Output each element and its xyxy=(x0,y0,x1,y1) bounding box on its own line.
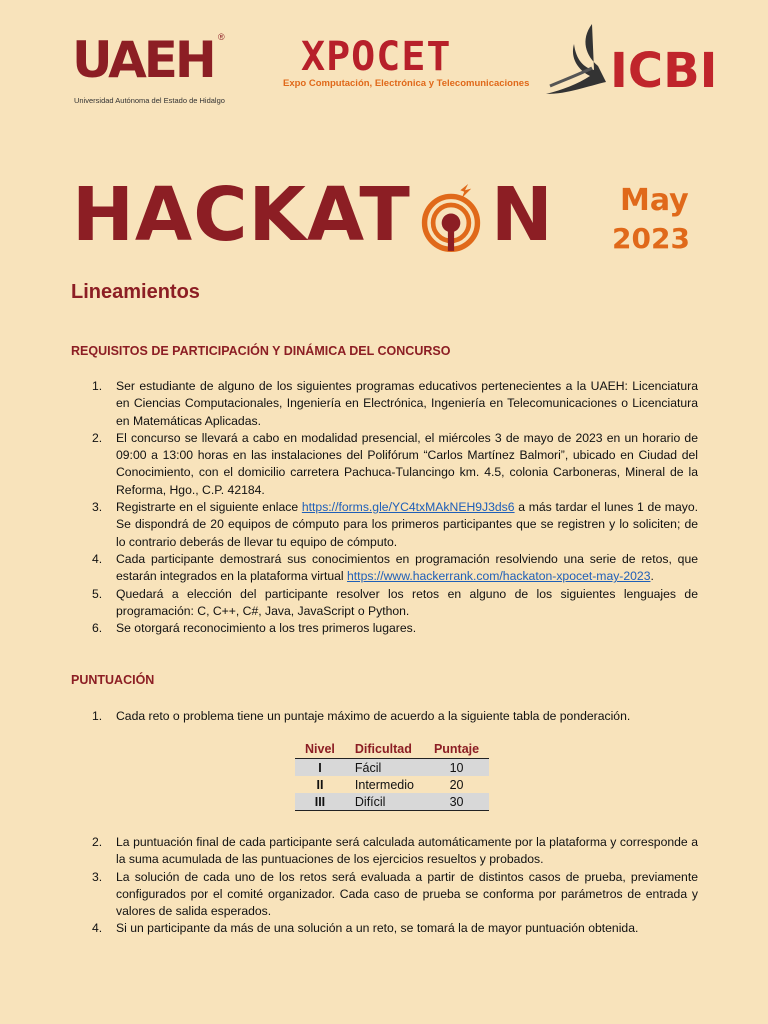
list-item: 5. Quedará a elección del participante resolver los retos en alguno de los siguientes lenguajes de programación: C, C++, C#, Java, JavaScript o Python. xyxy=(92,586,698,618)
uaeh-logo-word: UAEH xyxy=(72,31,214,89)
antenna-signal-icon xyxy=(411,184,491,254)
uaeh-logo-subtitle: Universidad Autónoma del Estado de Hidalgo xyxy=(74,96,225,105)
xpocet-logo xyxy=(283,34,530,94)
icbi-logo xyxy=(540,20,732,104)
registered-mark: ® xyxy=(218,32,225,42)
table-cell: I xyxy=(295,759,345,777)
page-heading: Lineamientos xyxy=(71,281,200,303)
table-header: Nivel xyxy=(295,741,345,759)
table-cell: Difícil xyxy=(345,793,424,811)
xpocet-logo-subtitle: Expo Computación, Electrónica y Telecomunicaciones xyxy=(283,78,530,89)
hackathon-title xyxy=(72,170,554,260)
table-header: Puntaje xyxy=(424,741,489,759)
table-header-row xyxy=(295,741,489,759)
list-item: 1. Ser estudiante de alguno de los siguientes programas educativos pertenecientes a la UAEH: Licenciatura en Ciencias Computacionales, Ingeniería en Electrónica, Ingeniería en Telecomunicaciones o Licenciatura en Matemáticas Aplicadas. xyxy=(92,379,698,428)
table-row xyxy=(295,759,489,777)
table-row xyxy=(295,776,489,793)
scoring-intro-list xyxy=(72,708,698,725)
hackathon-title-left: HACKAT xyxy=(72,172,411,258)
table-row xyxy=(295,793,489,811)
table-header: Dificultad xyxy=(345,741,424,759)
section-title-puntuacion: PUNTUACIÓN xyxy=(71,673,155,687)
icbi-emblem-icon xyxy=(540,20,620,104)
list-item: 4. Si un participante da más de una solución a un reto, se tomará la de mayor puntuación obtenida. xyxy=(92,921,639,936)
list-item: 2. La puntuación final de cada participante será calculada automáticamente por la plataforma y corresponde a la suma acumulada de las puntuaciones de los ejercicios resueltos y probados. xyxy=(92,835,698,867)
table-cell: Intermedio xyxy=(354,777,414,792)
list-item: 3. La solución de cada uno de los retos será evaluada a partir de distintos casos de prueba, previamente configurados por el comité organizador. Cada caso de prueba se conforma por parámetros de entrada y valores de salida esperados. xyxy=(92,869,698,919)
icbi-logo-word: ICBI xyxy=(610,43,718,99)
hackathon-title-right: N xyxy=(490,172,554,258)
table-cell: III xyxy=(295,793,345,811)
uaeh-logo xyxy=(72,30,232,106)
registration-link[interactable]: https://forms.gle/YC4txMAkNEH9J3ds6 xyxy=(301,500,515,515)
event-year: 2023 xyxy=(612,222,690,255)
event-month: May xyxy=(620,183,689,218)
scoring-list xyxy=(72,834,698,938)
list-item: 6. Se otorgará reconocimiento a los tres primeros lugares. xyxy=(92,621,417,636)
scoring-table xyxy=(295,741,489,811)
list-item: 2. El concurso se llevará a cabo en modalidad presencial, el miércoles 3 de mayo de 2023 en un horario de 09:00 a 13:00 horas en las instalaciones del Polifórum “Carlos Martínez Balmori”, ubicado en Ciudad del Conocimiento, con el domicilio carretera Pachuca-Tulancingo km. 4.5, colonia Carboneras, Mineral de la Reforma, Hgo., C.P. 42184. xyxy=(92,430,698,497)
section-title-requisitos: REQUISITOS DE PARTICIPACIÓN Y DINÁMICA DEL CONCURSO xyxy=(71,344,451,358)
table-cell: 20 xyxy=(449,777,464,792)
requirements-list xyxy=(72,378,698,637)
table-cell: 10 xyxy=(424,759,489,777)
table-cell: II xyxy=(316,777,324,792)
list-item: 1. Cada reto o problema tiene un puntaje máximo de acuerdo a la siguiente tabla de ponderación. xyxy=(92,709,631,723)
table-cell: 30 xyxy=(424,793,489,811)
list-item: 4. Cada participante demostrará sus conocimientos en programación resolviendo una serie de retos, que estarán integrados en la plataforma virtual https://www.hackerrank.com/hackaton-xpocet-may-2023. xyxy=(92,551,698,584)
table-cell: Fácil xyxy=(345,759,424,777)
list-item: 3. Registrarte en el siguiente enlace https://forms.gle/YC4txMAkNEH9J3ds6 a más tardar el lunes 1 de mayo. Se dispondrá de 20 equipos de cómputo para los primeros participantes que se registren y lo soliciten; de lo contrario deberás de llevar tu equipo de cómputo. xyxy=(92,500,698,549)
xpocet-logo-word: XPOCET xyxy=(301,34,452,80)
hackerrank-link[interactable]: https://www.hackerrank.com/hackaton-xpocet-may-2023 xyxy=(347,569,651,584)
